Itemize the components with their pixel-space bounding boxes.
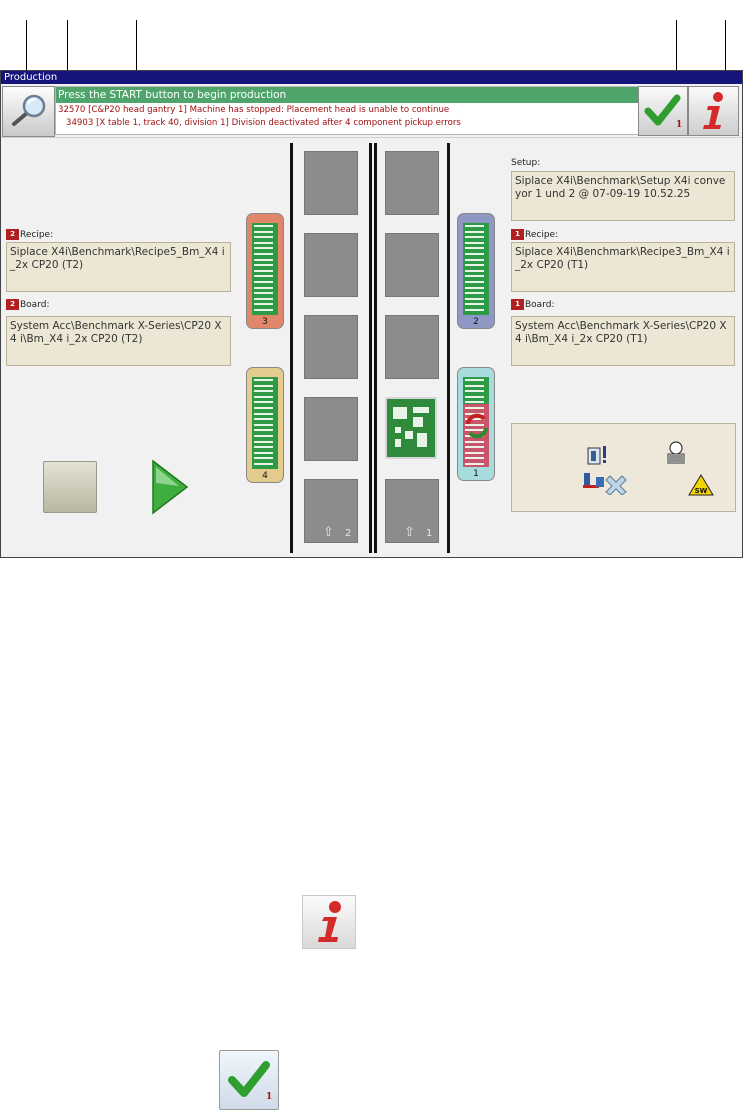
feeder-slot [254, 247, 273, 249]
feeder-slot [465, 264, 484, 266]
feeder-number: 1 [473, 469, 479, 479]
left-board-field[interactable]: System Acc\Benchmark X-Series\CP20 X4 i\Bm_X4 i_2x CP20 (T2) [6, 316, 231, 366]
right-board-field[interactable]: System Acc\Benchmark X-Series\CP20 X4 i\Bm_X4 i_2x CP20 (T1) [511, 316, 735, 366]
feeder-slot [254, 385, 273, 387]
refresh-icon [458, 406, 495, 446]
feeder-slot [254, 287, 273, 289]
conveyor-rail [447, 143, 450, 553]
feeder-slot [254, 275, 273, 277]
feeder-slot [254, 225, 273, 227]
feeder-slot [465, 292, 484, 294]
feeder-rack [252, 377, 278, 469]
feeder-slot [254, 281, 273, 283]
conveyor-2-slot[interactable] [304, 397, 358, 461]
feeder-slot [465, 401, 484, 403]
left-board-label [6, 299, 49, 310]
feeder-slot [254, 253, 273, 255]
feeder-slot [254, 457, 273, 459]
feeder-slot [254, 407, 273, 409]
feeder-slot [254, 418, 273, 420]
conveyor-2-slot[interactable] [304, 315, 358, 379]
left-board-label-text: Board: [20, 300, 50, 310]
feeder-slot [254, 379, 273, 381]
magnifier-icon [3, 87, 54, 136]
feeder-slot [254, 463, 273, 465]
feeder-slot [465, 259, 484, 261]
feeder-slot [465, 390, 484, 392]
conveyor-2-slot[interactable] [304, 233, 358, 297]
left-recipe-label [6, 229, 53, 240]
feeder-slot [465, 309, 484, 311]
header-divider [1, 137, 742, 138]
feeder-slot [465, 231, 484, 233]
feeder-slot [254, 303, 273, 305]
feeder-number: 4 [262, 471, 268, 481]
right-recipe-label-text: Recipe: [525, 230, 559, 240]
feeder-slot [465, 463, 484, 465]
software-warning-label: SW [694, 487, 708, 495]
conveyor-1-slot[interactable] [385, 479, 439, 543]
circuit-board[interactable] [385, 397, 437, 459]
right-board-label-text: Board: [525, 300, 555, 310]
feeder-slot [465, 287, 484, 289]
feeder-slot [465, 281, 484, 283]
feeder-slot [254, 446, 273, 448]
feeder-slot [254, 309, 273, 311]
feeder-slot [465, 379, 484, 381]
feeder-rack [252, 223, 278, 315]
lane-1-icon: 1 [511, 229, 524, 240]
feeder-slot [254, 270, 273, 272]
feeder-3[interactable] [246, 213, 284, 329]
feeder-slot [465, 242, 484, 244]
conveyor-direction-icon: ⇧ [404, 525, 415, 540]
feeder-slot [465, 446, 484, 448]
info-button-enlarged[interactable] [302, 895, 356, 949]
feeder-number: 2 [473, 317, 479, 327]
conveyor-number: 2 [345, 528, 352, 539]
info-icon [303, 896, 355, 948]
feeder-slot [254, 236, 273, 238]
feeder-slot [465, 247, 484, 249]
feeder-slot [254, 259, 273, 261]
message-area[interactable] [55, 86, 639, 135]
feeder-slot [254, 396, 273, 398]
barcode-reader-icon[interactable] [665, 441, 687, 465]
feeder-slot [465, 385, 484, 387]
feeder-2[interactable] [457, 213, 495, 329]
error-message-1[interactable]: 32570 [C&P20 head gantry 1] Machine has stopped: Placement head is unable to continue [58, 105, 450, 115]
conveyor-error-icon[interactable] [582, 471, 632, 495]
feeder-slot [254, 435, 273, 437]
circuit-board-icon [387, 399, 435, 457]
feeder-slot [465, 270, 484, 272]
feeder-slot [254, 264, 273, 266]
feeder-slot [254, 292, 273, 294]
feeder-slot [465, 253, 484, 255]
lane-2-icon: 2 [6, 299, 19, 310]
feeder-slot [254, 242, 273, 244]
feeder-slot [465, 275, 484, 277]
feeder-slot [254, 401, 273, 403]
software-warning-icon[interactable] [688, 474, 714, 496]
conveyor-direction-icon: ⇧ [323, 525, 334, 540]
machine-status-icon[interactable] [586, 444, 610, 466]
start-prompt: Press the START button to begin production [56, 87, 638, 103]
conveyor-rail [369, 143, 372, 553]
conveyor-1-slot[interactable] [385, 315, 439, 379]
feeder-slot [465, 225, 484, 227]
acknowledge-button-enlarged[interactable] [219, 1050, 279, 1110]
feeder-slot [465, 452, 484, 454]
acknowledge-count: 1 [266, 1092, 273, 1102]
conveyor-2-slot[interactable] [304, 479, 358, 543]
zoom-button[interactable] [2, 86, 55, 137]
setup-label: Setup: [511, 158, 541, 168]
conveyor-rail [290, 143, 293, 553]
stop-button[interactable] [43, 461, 97, 513]
conveyor-rail [374, 143, 377, 553]
feeder-slot [254, 390, 273, 392]
info-button[interactable] [688, 86, 739, 136]
feeder-4[interactable] [246, 367, 284, 483]
right-recipe-label [511, 229, 558, 240]
feeder-slot [254, 413, 273, 415]
conveyor-number: 1 [426, 528, 433, 539]
feeder-slot [254, 429, 273, 431]
acknowledge-button[interactable] [638, 86, 688, 136]
acknowledge-count: 1 [676, 120, 683, 130]
conveyor-1-slot[interactable] [385, 151, 439, 215]
feeder-slot [465, 457, 484, 459]
production-screen [0, 70, 743, 558]
setup-field[interactable]: Siplace X4i\Benchmark\Setup X4i conveyor 1 und 2 @ 07-09-19 10.52.25 [511, 171, 735, 221]
feeder-slot [254, 298, 273, 300]
lane-1-icon: 1 [511, 299, 524, 310]
conveyor-2-slot[interactable] [304, 151, 358, 215]
status-panel[interactable] [511, 423, 736, 512]
feeder-slot [254, 441, 273, 443]
error-message-2[interactable]: 34903 [X table 1, track 40, division 1] Division deactivated after 4 component pickup errors [66, 118, 461, 128]
feeder-slot [254, 452, 273, 454]
info-icon [689, 87, 738, 135]
left-recipe-label-text: Recipe: [20, 230, 54, 240]
lane-2-icon: 2 [6, 229, 19, 240]
feeder-slot [465, 236, 484, 238]
window-title: Production [1, 71, 742, 84]
feeder-slot [254, 231, 273, 233]
left-recipe-field[interactable]: Siplace X4i\Benchmark\Recipe5_Bm_X4 i_2x CP20 (T2) [6, 242, 231, 292]
feeder-rack [463, 223, 489, 315]
feeder-1[interactable] [457, 367, 495, 481]
feeder-slot [465, 298, 484, 300]
start-button[interactable] [151, 459, 189, 515]
feeder-slot [465, 303, 484, 305]
feeder-slot [254, 424, 273, 426]
conveyor-1-slot[interactable] [385, 233, 439, 297]
right-board-label [511, 299, 554, 310]
right-recipe-field[interactable]: Siplace X4i\Benchmark\Recipe3_Bm_X4 i_2x CP20 (T1) [511, 242, 735, 292]
feeder-slot [465, 396, 484, 398]
feeder-number: 3 [262, 317, 268, 327]
